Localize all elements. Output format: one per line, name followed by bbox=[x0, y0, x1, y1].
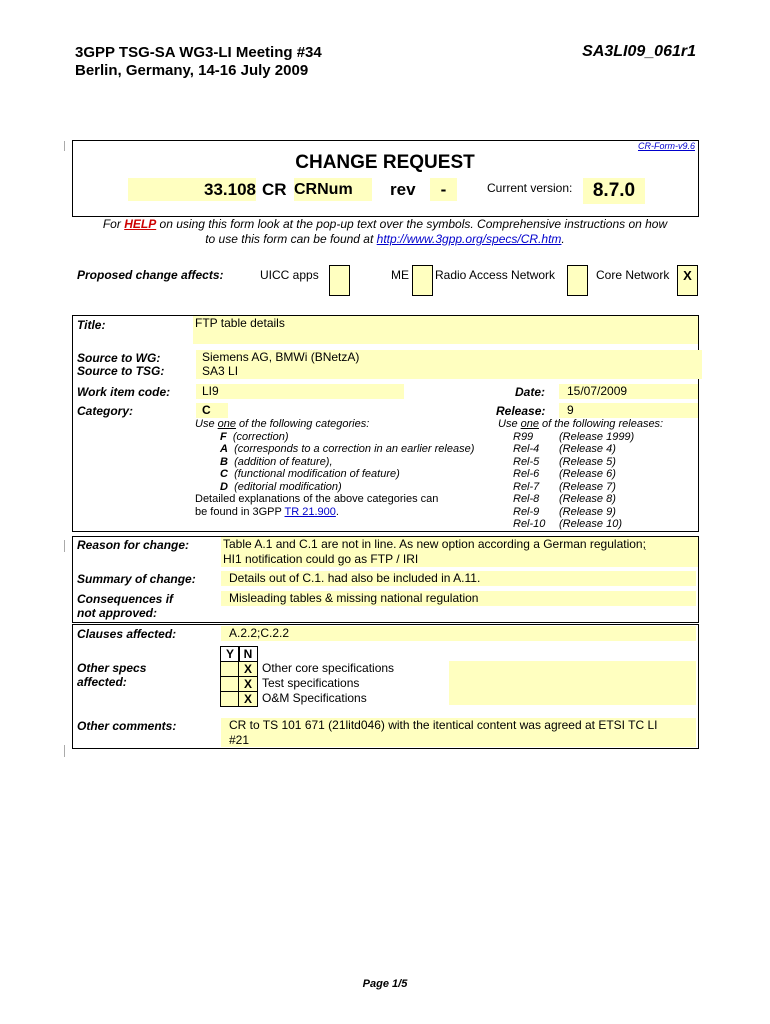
source-wg-field[interactable]: Siemens AG, BMWi (BNetzA) bbox=[196, 350, 702, 365]
margin-mark bbox=[64, 141, 65, 151]
categories-intro: Use one of the following categories: bbox=[195, 418, 370, 430]
reason-label: Reason for change: bbox=[77, 538, 190, 552]
category-field[interactable]: C bbox=[196, 403, 228, 418]
meeting-title: 3GPP TSG-SA WG3-LI Meeting #34 bbox=[75, 44, 322, 61]
title-field[interactable]: FTP table details bbox=[193, 316, 698, 344]
categories-explanation: Detailed explanations of the above categories can bbox=[195, 493, 439, 505]
list-item: Rel-5 (Release 5) bbox=[513, 456, 616, 468]
margin-mark bbox=[64, 540, 65, 552]
meeting-location: Berlin, Germany, 14-16 July 2009 bbox=[75, 62, 309, 79]
document-number: SA3LI09_061r1 bbox=[582, 43, 696, 60]
yes-checkbox[interactable] bbox=[220, 691, 240, 707]
spec-number-field[interactable]: 33.108 bbox=[128, 178, 256, 201]
spec-name: Other core specifications bbox=[262, 661, 395, 675]
other-specs-details-field[interactable] bbox=[449, 661, 696, 705]
categories-explanation-2: be found in 3GPP TR 21.900. bbox=[195, 506, 339, 518]
cr-label: CR bbox=[262, 180, 287, 199]
ran-label: Radio Access Network bbox=[435, 268, 556, 282]
affects-label: Proposed change affects: bbox=[77, 268, 224, 282]
comments-label: Other comments: bbox=[77, 719, 177, 733]
form-version-link[interactable]: CR-Form-v9.6 bbox=[637, 141, 695, 151]
source-tsg-label: Source to TSG: bbox=[77, 364, 165, 378]
uicc-label: UICC apps bbox=[260, 268, 319, 282]
list-item: Rel-8 (Release 8) bbox=[513, 493, 616, 505]
list-item: Rel-6 (Release 6) bbox=[513, 468, 616, 480]
cr-instructions-link[interactable]: http://www.3gpp.org/specs/CR.htm bbox=[376, 232, 562, 246]
no-checkbox[interactable]: X bbox=[238, 691, 258, 707]
category-label: Category: bbox=[77, 404, 134, 418]
help-line-1: For HELP on using this form look at the pop-up text over the symbols. Comprehensive instructions on how bbox=[102, 217, 668, 231]
other-specs-label-2: affected: bbox=[77, 675, 127, 689]
list-item: A (corresponds to a correction in an earlier release) bbox=[220, 443, 475, 455]
help-link[interactable]: HELP bbox=[124, 217, 157, 231]
list-item: B (addition of feature), bbox=[220, 456, 333, 468]
yes-checkbox[interactable] bbox=[220, 676, 240, 692]
uicc-checkbox[interactable] bbox=[329, 265, 350, 296]
release-field[interactable]: 9 bbox=[559, 403, 698, 418]
list-item: C (functional modification of feature) bbox=[220, 468, 400, 480]
source-tsg-field[interactable]: SA3 LI bbox=[196, 364, 702, 379]
source-wg-label: Source to WG: bbox=[77, 351, 161, 365]
yes-checkbox[interactable] bbox=[220, 661, 240, 677]
consequences-label-2: not approved: bbox=[77, 606, 157, 620]
reason-field[interactable]: Table A.1 and C.1 are not in line. As new option according a German regulation; HI1 notification could go as FTP / IRI bbox=[221, 537, 698, 567]
no-checkbox[interactable]: X bbox=[238, 676, 258, 692]
comments-field[interactable]: CR to TS 101 671 (21litd046) with the itentical content was agreed at ETSI TC LI #21 bbox=[221, 718, 696, 747]
help-line-2: to use this form can be found at http://www.3gpp.org/specs/CR.htm. bbox=[205, 232, 565, 246]
spec-name: Test specifications bbox=[262, 676, 360, 690]
release-label: Release: bbox=[496, 404, 546, 418]
clauses-label: Clauses affected: bbox=[77, 627, 177, 641]
other-specs-label: Other specs bbox=[77, 661, 147, 675]
me-checkbox[interactable] bbox=[412, 265, 433, 296]
list-item: Rel-7 (Release 7) bbox=[513, 481, 616, 493]
me-label: ME bbox=[391, 268, 409, 282]
form-title: CHANGE REQUEST bbox=[295, 152, 475, 173]
core-network-label: Core Network bbox=[596, 268, 670, 282]
consequences-label: Consequences if bbox=[77, 592, 174, 606]
page-number: Page 1/5 bbox=[362, 978, 408, 990]
releases-intro: Use one of the following releases: bbox=[498, 418, 664, 430]
list-item: R99 (Release 1999) bbox=[513, 431, 635, 443]
core-network-checkbox[interactable]: X bbox=[677, 265, 698, 296]
work-item-label: Work item code: bbox=[77, 385, 171, 399]
summary-label: Summary of change: bbox=[77, 572, 196, 586]
no-checkbox[interactable]: X bbox=[238, 661, 258, 677]
date-field[interactable]: 15/07/2009 bbox=[559, 384, 698, 399]
list-item: Rel-10 (Release 10) bbox=[513, 518, 622, 530]
spec-name: O&M Specifications bbox=[262, 691, 367, 705]
title-label: Title: bbox=[77, 318, 106, 332]
work-item-field[interactable]: LI9 bbox=[196, 384, 404, 399]
list-item: Rel-9 (Release 9) bbox=[513, 506, 616, 518]
date-label: Date: bbox=[515, 385, 546, 399]
ran-checkbox[interactable] bbox=[567, 265, 588, 296]
no-column-header: N bbox=[238, 646, 258, 662]
current-version-field[interactable]: 8.7.0 bbox=[583, 178, 645, 204]
summary-field[interactable]: Details out of C.1. had also be included in A.11. bbox=[221, 571, 696, 586]
list-item: F (correction) bbox=[220, 431, 289, 443]
rev-label: rev bbox=[390, 180, 416, 199]
margin-mark bbox=[64, 745, 65, 757]
tr-21900-link[interactable]: TR 21.900 bbox=[284, 506, 336, 518]
list-item: D (editorial modification) bbox=[220, 481, 342, 493]
consequences-field[interactable]: Misleading tables & missing national regulation bbox=[221, 591, 696, 606]
clauses-field[interactable]: A.2.2;C.2.2 bbox=[221, 626, 696, 641]
yes-column-header: Y bbox=[220, 646, 240, 662]
list-item: Rel-4 (Release 4) bbox=[513, 443, 616, 455]
current-version-label: Current version: bbox=[487, 181, 573, 195]
cr-number-field[interactable]: CRNum bbox=[294, 178, 372, 201]
rev-field[interactable]: - bbox=[430, 178, 457, 201]
